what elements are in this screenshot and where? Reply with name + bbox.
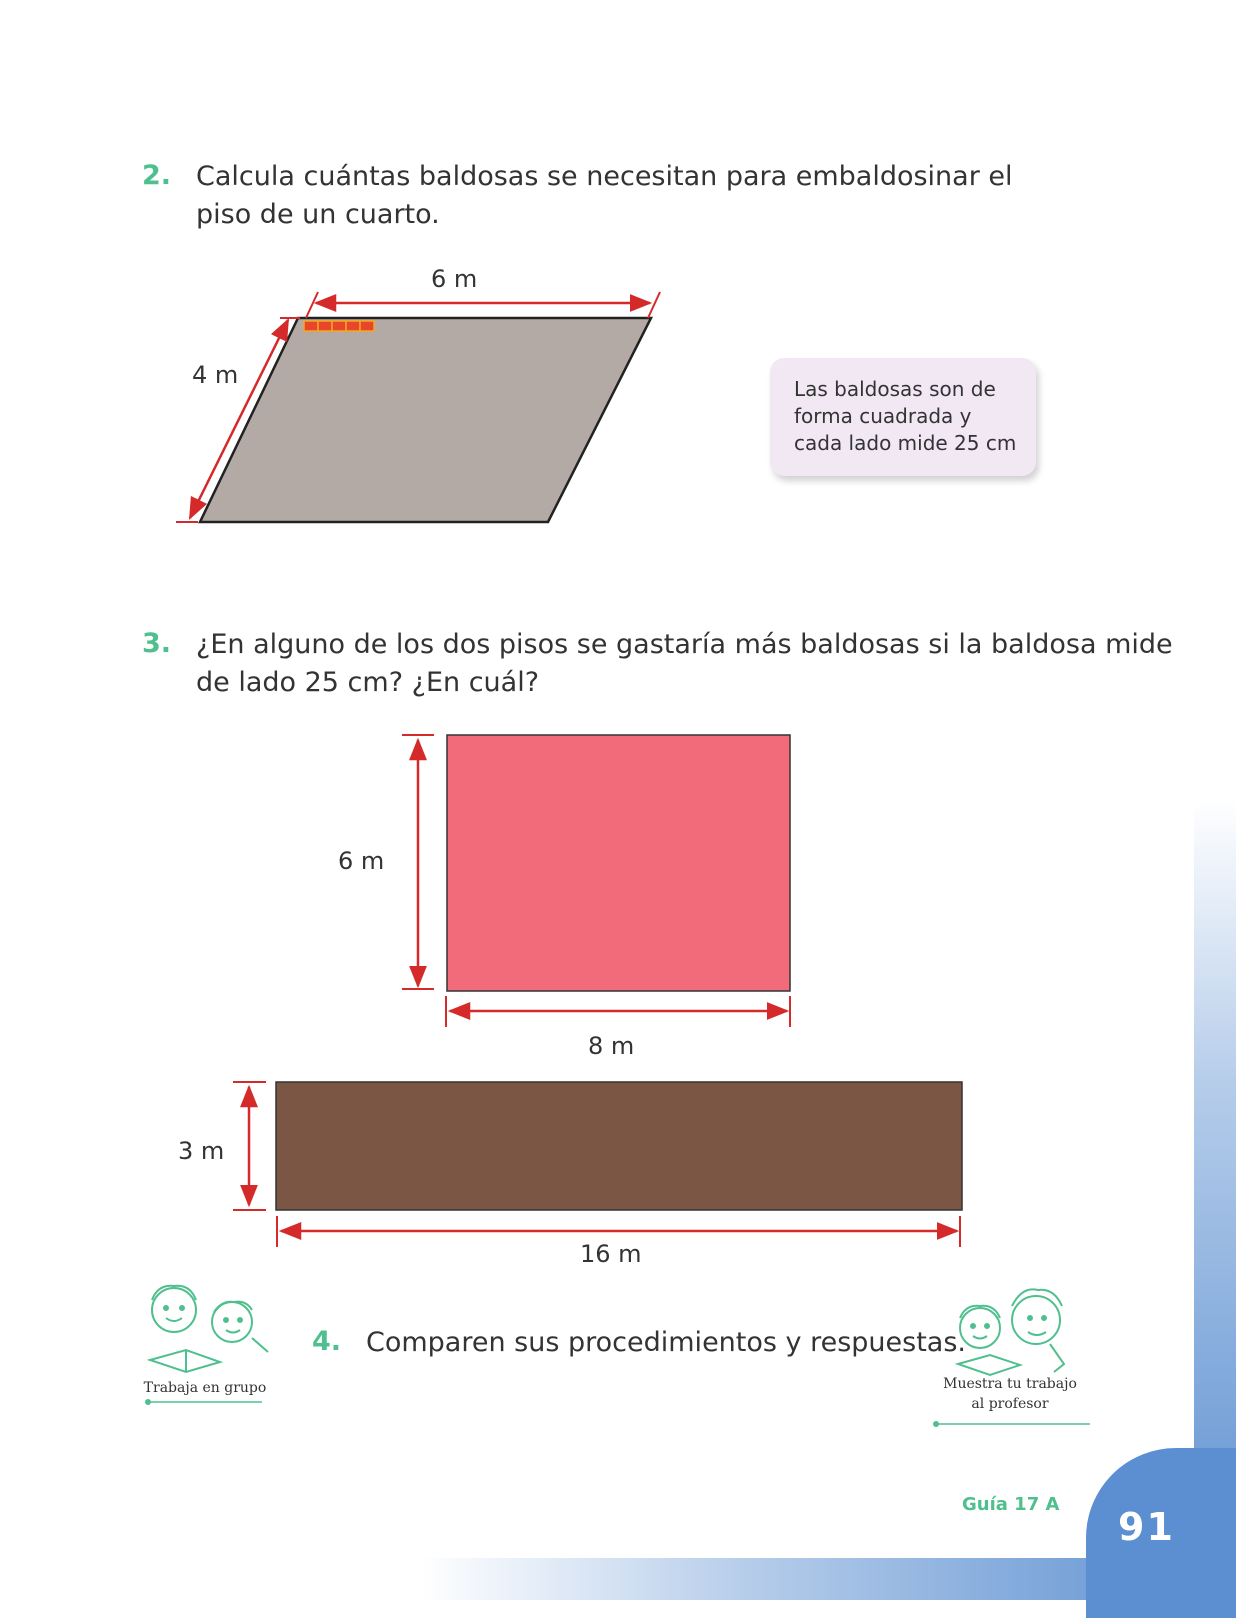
question-2-line-1: Calcula cuántas baldosas se necesitan para embaldosinar el: [196, 161, 1013, 192]
note-line-1: Las baldosas son de: [794, 377, 996, 401]
show-teacher-icon: [958, 1289, 1064, 1375]
dimension-tick-right: [648, 292, 660, 318]
note-line-3: cada lado mide 25 cm: [794, 431, 1017, 455]
note-line-2: forma cuadrada y: [794, 404, 972, 428]
tile-size-note: [770, 358, 1036, 476]
question-4-text: Comparen sus procedimientos y respuestas.: [366, 1327, 966, 1358]
tile-strip: [304, 321, 374, 331]
group-work-underline-dot: [145, 1399, 151, 1405]
group-work-caption: Trabaja en grupo: [143, 1380, 267, 1396]
dimension-tick-left: [306, 292, 318, 318]
question-4-number: 4.: [312, 1326, 342, 1357]
question-2-line-2: piso de un cuarto.: [196, 199, 440, 230]
guide-label: Guía 17 A: [962, 1494, 1060, 1515]
question-3-line-1: ¿En alguno de los dos pisos se gastaría más baldosas si la baldosa mide: [196, 629, 1173, 660]
question-3-line-2: de lado 25 cm? ¿En cuál?: [196, 667, 540, 698]
page-number: 91: [1118, 1505, 1175, 1549]
width-label-6m: 6 m: [431, 265, 478, 293]
group-work-icon: [150, 1286, 268, 1372]
show-teacher-caption-line-1: Muestra tu trabajo: [943, 1376, 1077, 1392]
room-floor-parallelogram: [200, 318, 651, 522]
floor-b-width-label: 16 m: [580, 1240, 642, 1268]
show-teacher-caption-line-2: al profesor: [971, 1396, 1049, 1412]
question-2-number: 2.: [142, 160, 172, 191]
show-teacher-underline-dot: [933, 1421, 939, 1427]
floor-a-width-label: 8 m: [588, 1032, 635, 1060]
question-3-number: 3.: [142, 628, 172, 659]
floor-b-height-label: 3 m: [178, 1137, 225, 1165]
floor-b-rectangle: [276, 1082, 962, 1210]
floor-a-height-label: 6 m: [338, 847, 385, 875]
side-label-4m: 4 m: [192, 361, 239, 389]
floor-a-rectangle: [447, 735, 790, 991]
